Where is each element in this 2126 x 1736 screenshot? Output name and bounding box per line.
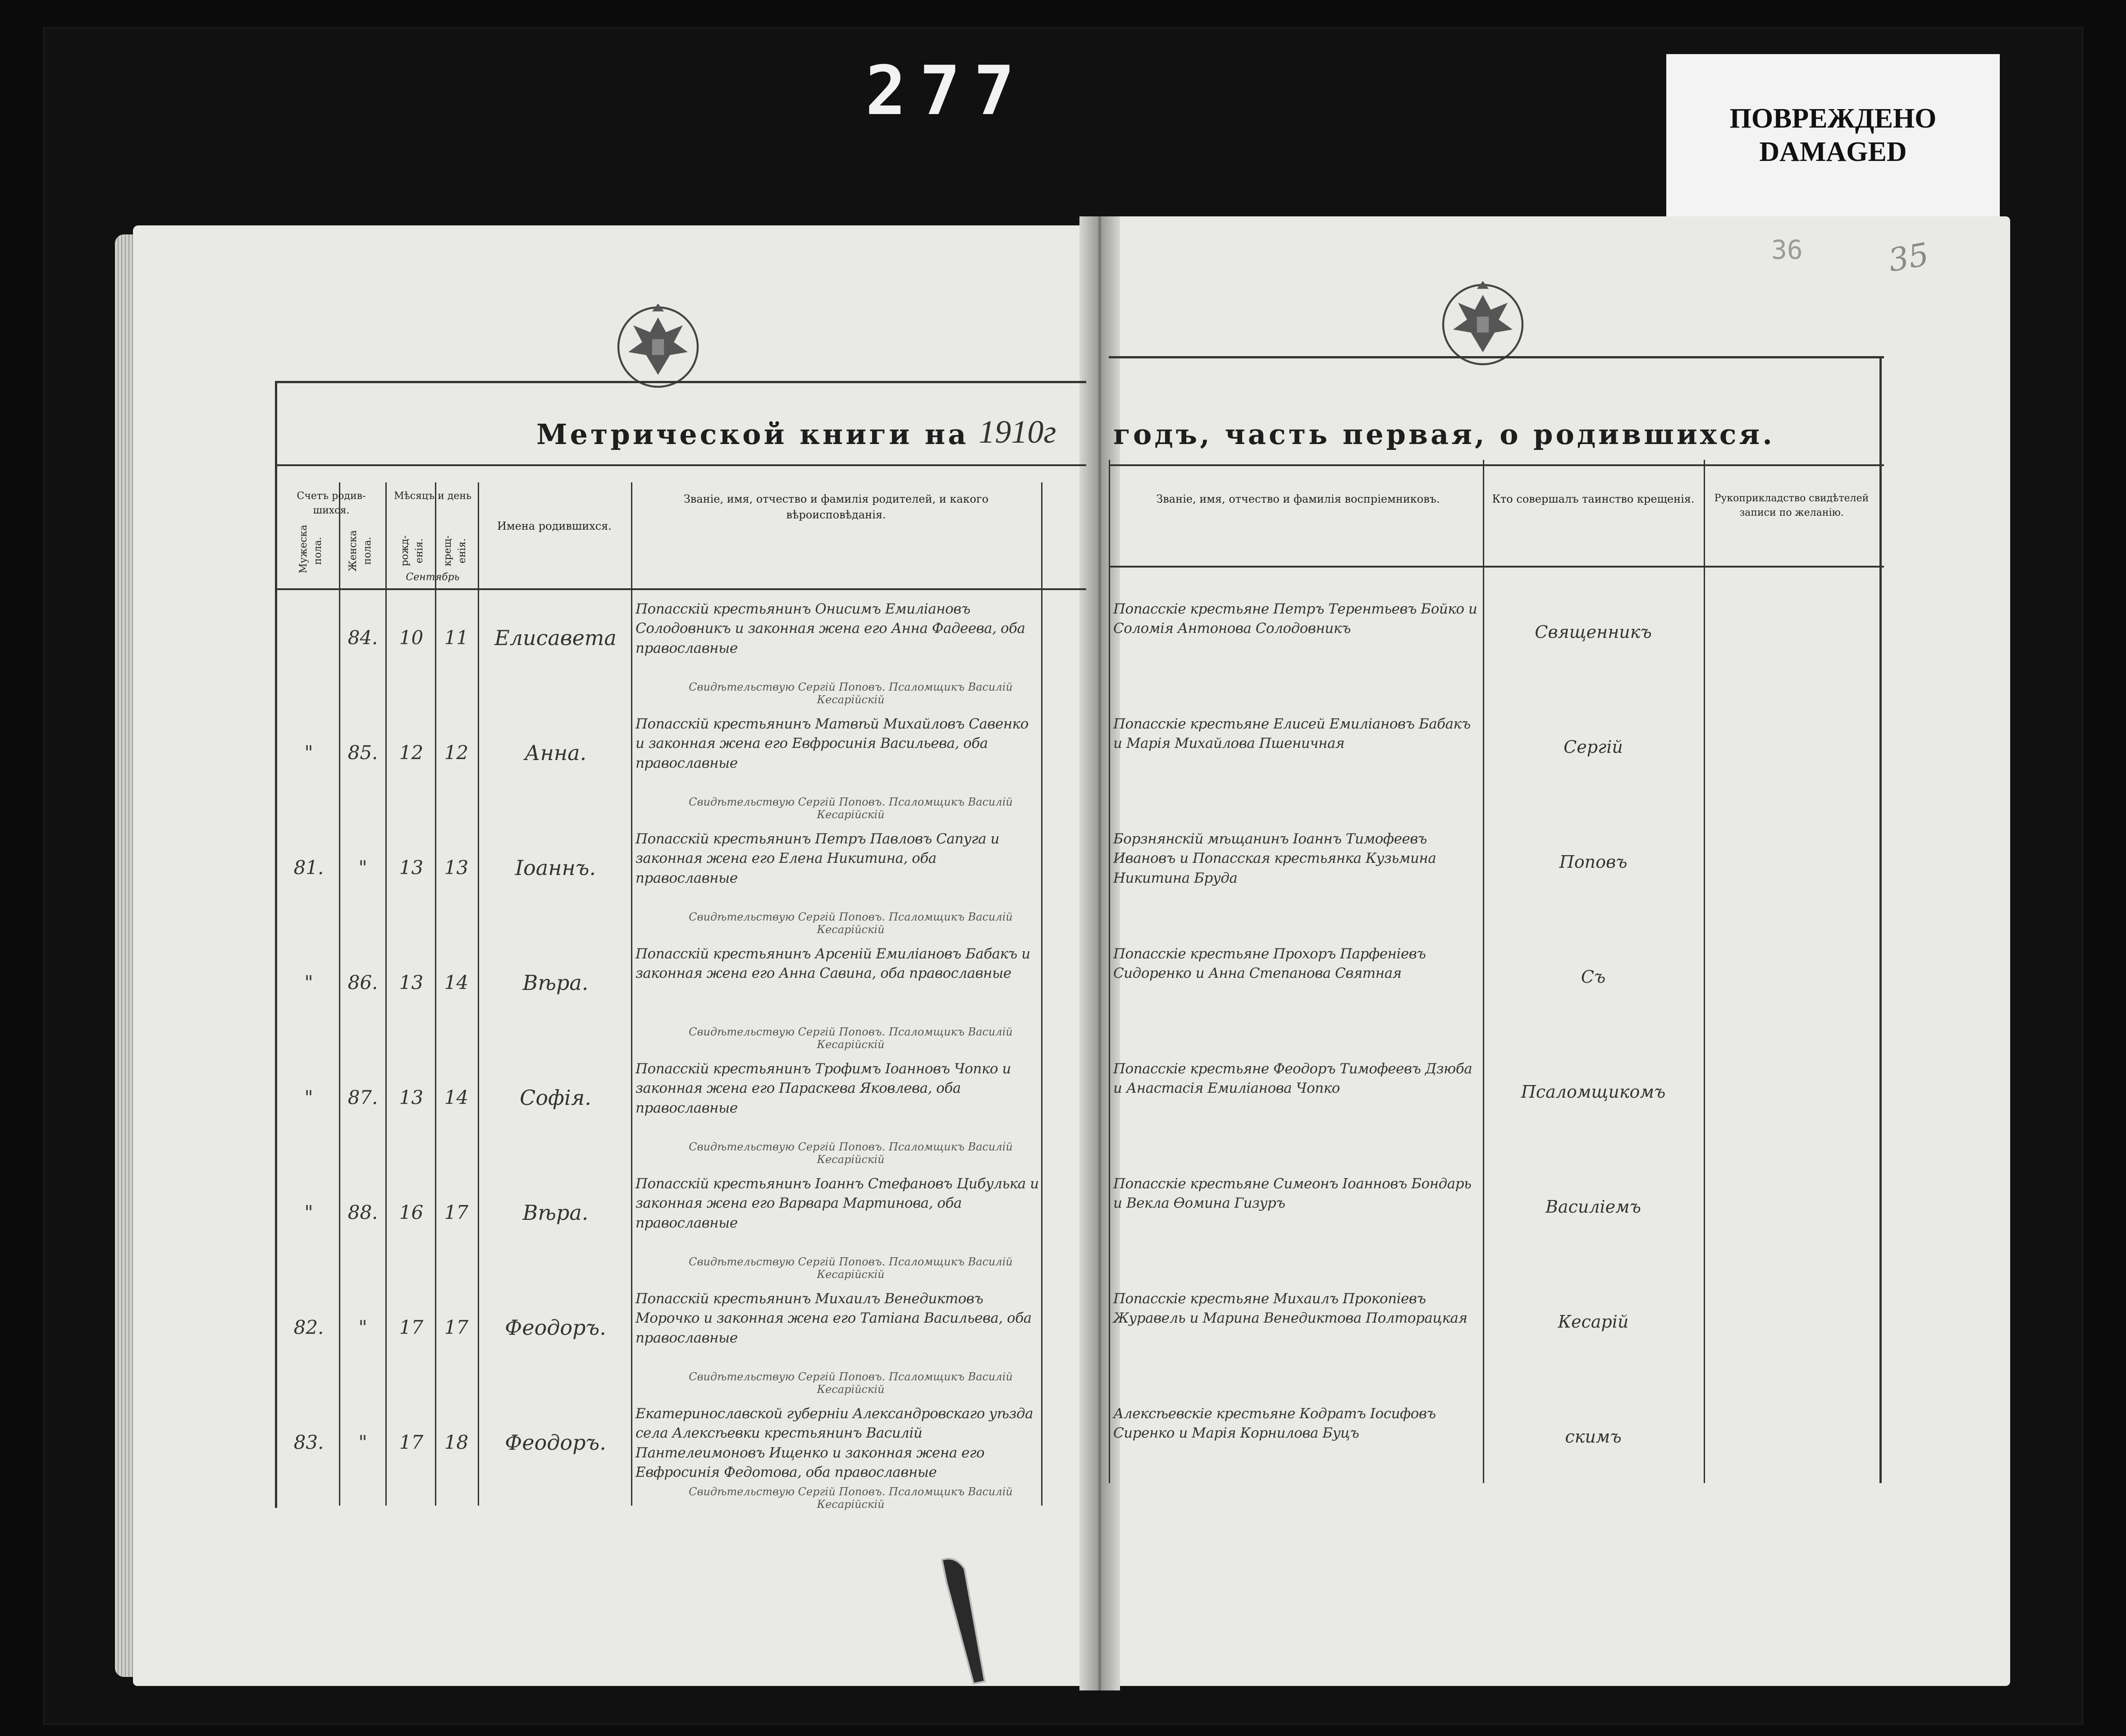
entry-female-count: 87. [347, 1086, 378, 1108]
col-sep [385, 482, 387, 1506]
header-born: рожд-енія. [399, 535, 425, 567]
damaged-stamp-ru: ПОВРЕЖДЕНО [1729, 103, 1937, 134]
folio-number: 36 [1771, 234, 1803, 265]
imperial-eagle-emblem-right [1433, 275, 1532, 374]
entry-baptizer: Сергій [1564, 737, 1623, 757]
heading-left-text: Метрической книги на [536, 418, 969, 451]
entry-child-name: Іоаннъ. [515, 856, 596, 880]
entry-birth-day: 17 [399, 1431, 424, 1453]
entry-signature: Свидѣтельствую Сергій Поповъ. Псаломщикъ Василій Кесарійскій [689, 1255, 1013, 1281]
entry-baptism-day: 14 [444, 971, 469, 994]
entry-baptism-day: 13 [444, 857, 469, 879]
entry-baptism-day: 17 [444, 1201, 469, 1223]
entry-signature: Свидѣтельствую Сергій Поповъ. Псаломщикъ Василій Кесарійскій [689, 911, 1013, 936]
entry-baptizer: Кесарій [1558, 1312, 1629, 1332]
col-sep [1483, 460, 1484, 1483]
entry-godparents: Попасскіе крестьяне Прохоръ Парфеніевъ Сидоренко и Анна Степанова Святная [1113, 946, 1426, 982]
entry-parents: Попасскій крестьянинъ Михаилъ Венедиктовъ Морочко и законная жена его Татіана Васильева, оба православные [636, 1291, 1032, 1346]
col-sep [478, 482, 479, 1506]
entry-godparents: Попасскіе крестьяне Петръ Терентьевъ Бойко и Соломія Антонова Солодовникъ [1113, 601, 1477, 637]
pen-object [937, 1555, 987, 1686]
entry-birth-day: 13 [399, 857, 424, 879]
entry-baptism-day: 17 [444, 1316, 469, 1338]
table-top-rule-right [1109, 356, 1884, 358]
heading-right-text: годъ, часть первая, о родившихся. [1113, 418, 1775, 451]
entry-female-count: " [358, 1431, 367, 1453]
entry-godparents: Попасскіе крестьяне Симеонъ Іоанновъ Бондарь и Векла Ѳомина Гизуръ [1113, 1176, 1472, 1212]
entry-male-count: 81. [293, 857, 324, 879]
entry-child-name: Вѣра. [522, 1200, 589, 1225]
header-godparents: Званіе, имя, отчество и фамилія воспріемниковъ. [1156, 493, 1440, 505]
col-sep [435, 482, 436, 1506]
col-sep [631, 482, 632, 1506]
frame-number: 277 [865, 52, 1028, 130]
header-month-hand: Сентябрь [406, 572, 460, 583]
table-right-border [1879, 356, 1882, 1483]
heading-right [1113, 401, 1775, 451]
header-parents: Званіе, имя, отчество и фамилія родителей, и какого вѣроисповѣданія. [683, 493, 989, 521]
entry-parents: Попасскій крестьянинъ Трофимъ Іоанновъ Чопко и законная жена его Параскева Яковлева, оба православные [636, 1061, 1011, 1116]
entry-child-name: Феодоръ. [505, 1315, 606, 1340]
entry-female-count: 86. [347, 971, 378, 994]
entry-baptism-day: 12 [444, 742, 469, 764]
header-female: Женска пола. [347, 530, 373, 572]
entry-signature: Свидѣтельствую Сергій Поповъ. Псаломщикъ Василій Кесарійскій [689, 1485, 1013, 1511]
heading-year: 1910г [978, 414, 1056, 450]
entry-parents: Попасскій крестьянинъ Онисимъ Емиліановъ Солодовникъ и законная жена его Анна Фадеева, оба православные [636, 601, 1025, 656]
entry-female-count: 85. [347, 742, 378, 764]
entry-birth-day: 13 [399, 1086, 424, 1108]
entry-parents: Екатеринославской губерніи Александровскаго уѣзда села Алексѣевки крестьянинъ Василій Пантелеимоновъ Ищенко и законная жена его Евфросинія Федотова, оба православные [636, 1406, 1033, 1481]
header-count: Счетъ родив-шихся. [297, 490, 366, 516]
entry-male-count: " [304, 1201, 313, 1223]
heading-left [536, 401, 1056, 451]
header-rule-left [275, 464, 1086, 466]
entry-male-count: 83. [293, 1431, 324, 1453]
entry-male-count: 82. [293, 1316, 324, 1338]
col-sep [1041, 482, 1042, 1506]
entry-female-count: " [358, 857, 367, 879]
entry-signature: Свидѣтельствую Сергій Поповъ. Псаломщикъ Василій Кесарійскій [689, 796, 1013, 821]
entry-female-count: " [358, 1316, 367, 1338]
entry-birth-day: 12 [399, 742, 424, 764]
entry-baptizer: Поповъ [1559, 852, 1628, 872]
entry-baptism-day: 11 [444, 627, 469, 649]
entry-parents: Попасскій крестьянинъ Іоаннъ Стефановъ Цибулька и законная жена его Варвара Мартинова, оба православные [636, 1176, 1039, 1231]
entry-godparents: Попасскіе крестьяне Елисей Емиліановъ Бабакъ и Марія Михайлова Пшеничная [1113, 716, 1471, 752]
entry-male-count: " [304, 1086, 313, 1108]
header-signatures: Рукоприкладство свидѣтелей записи по желанію. [1714, 493, 1869, 518]
entry-birth-day: 13 [399, 971, 424, 994]
entry-baptizer: Василіемъ [1545, 1197, 1641, 1217]
col-sep [1704, 460, 1705, 1483]
header-bottom-rule-left [275, 588, 1086, 590]
entry-baptism-day: 18 [444, 1431, 469, 1453]
entry-female-count: 84. [347, 627, 378, 649]
damaged-stamp-en: DAMAGED [1759, 137, 1907, 167]
col-sep [1109, 460, 1110, 1483]
entry-baptizer: Псаломщикомъ [1521, 1082, 1666, 1102]
entry-baptizer: скимъ [1565, 1427, 1622, 1447]
entry-signature: Свидѣтельствую Сергій Поповъ. Псаломщикъ Василій Кесарійскій [689, 681, 1013, 706]
entry-signature: Свидѣтельствую Сергій Поповъ. Псаломщикъ Василій Кесарійскій [689, 1370, 1013, 1396]
entry-male-count: " [304, 742, 313, 764]
header-rule-right [1109, 464, 1884, 466]
entry-godparents: Попасскіе крестьяне Михаилъ Прокопіевъ Журавель и Марина Венедиктова Полторацкая [1113, 1291, 1468, 1327]
header-month-day: Мѣсяцъ и день [394, 490, 471, 502]
table-top-rule-left [275, 381, 1086, 383]
entry-child-name: Софія. [520, 1086, 591, 1110]
entry-signature: Свидѣтельствую Сергій Поповъ. Псаломщикъ Василій Кесарійскій [689, 1026, 1013, 1051]
header-bottom-rule-right [1109, 566, 1884, 568]
entry-godparents: Алексѣевскіе крестьяне Кодратъ Іосифовъ Сиренко и Марія Корнилова Буцъ [1113, 1406, 1436, 1442]
entry-female-count: 88. [347, 1201, 378, 1223]
entry-birth-day: 10 [399, 627, 424, 649]
entry-baptizer: Священникъ [1535, 622, 1652, 642]
entry-parents: Попасскій крестьянинъ Матвѣй Михайловъ Савенко и законная жена его Евфросинія Васильева, оба православные [636, 716, 1029, 771]
entry-signature: Свидѣтельствую Сергій Поповъ. Псаломщикъ Василій Кесарійскій [689, 1141, 1013, 1166]
header-child-name: Имена родившихся. [497, 520, 612, 532]
entry-child-name: Анна. [524, 741, 587, 765]
entry-baptizer: Съ [1581, 967, 1606, 987]
entry-parents: Попасскій крестьянинъ Петръ Павловъ Сапуга и законная жена его Елена Никитина, оба православные [636, 831, 1000, 886]
header-male: Мужеска пола. [298, 524, 324, 573]
entry-male-count: " [304, 971, 313, 994]
entry-birth-day: 16 [399, 1201, 424, 1223]
entry-godparents: Борзнянскій мѣщанинъ Іоаннъ Тимофеевъ Ивановъ и Попасская крестьянка Кузьмина Никитина Бруда [1113, 831, 1436, 886]
folio-pencil-mark: 35 [1885, 235, 1932, 279]
col-sep [339, 482, 340, 1506]
table-left-border [275, 381, 277, 1508]
entry-baptism-day: 14 [444, 1086, 469, 1108]
entry-birth-day: 17 [399, 1316, 424, 1338]
header-baptizer: Кто совершалъ таинство крещенія. [1492, 493, 1695, 505]
entry-parents: Попасскій крестьянинъ Арсеній Емиліановъ Бабакъ и законная жена его Анна Савина, оба православные [636, 946, 1030, 982]
header-baptized: крещ-енія. [442, 535, 468, 567]
entry-godparents: Попасскіе крестьяне Феодоръ Тимофеевъ Дзюба и Анастасія Емиліанова Чопко [1113, 1061, 1472, 1097]
entry-child-name: Вѣра. [522, 971, 589, 995]
entry-child-name: Елисавета [494, 626, 617, 650]
damaged-stamp [1666, 54, 2000, 216]
entry-child-name: Феодоръ. [505, 1430, 606, 1455]
